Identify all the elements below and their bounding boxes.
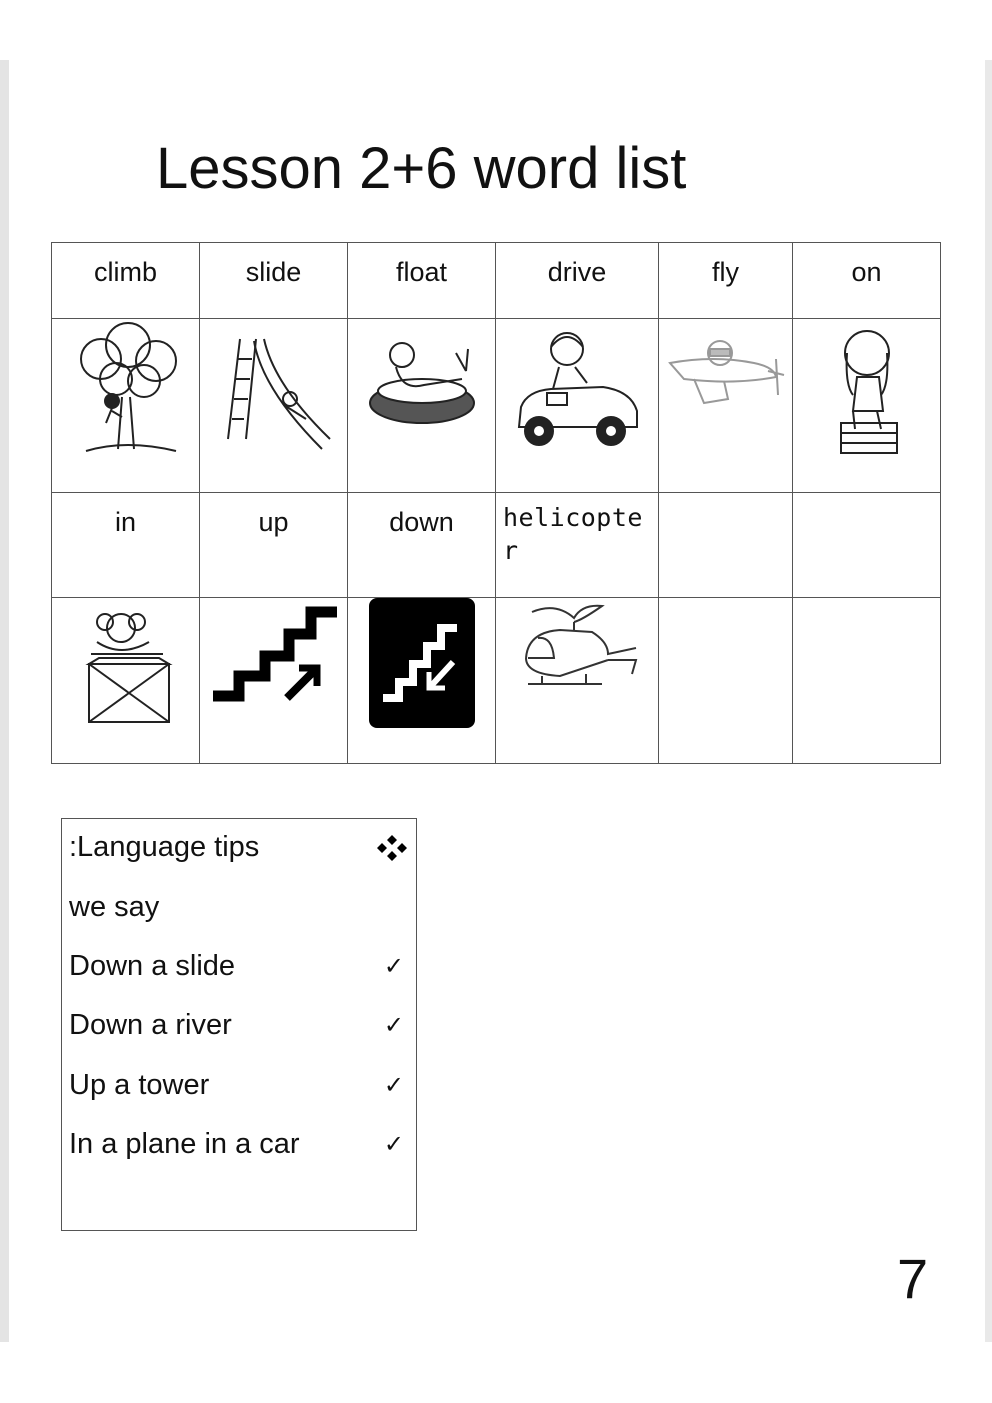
car-driving-picture	[507, 319, 647, 459]
word-row-1	[52, 243, 941, 319]
page-number: 7	[897, 1247, 929, 1310]
word-drive: drive	[547, 257, 607, 287]
helicopter-picture	[512, 598, 642, 698]
word-cell	[496, 493, 659, 598]
picture-cell	[200, 598, 348, 764]
word-cell	[659, 243, 793, 319]
tip-item: Up a tower	[69, 1069, 210, 1101]
word-cell	[496, 243, 659, 319]
floating-picture	[362, 319, 482, 439]
page-edge-right	[985, 60, 992, 1342]
word-cell	[348, 493, 496, 598]
picture-cell	[496, 319, 659, 493]
word-cell-empty	[659, 493, 793, 598]
picture-cell	[52, 319, 200, 493]
airplane-picture	[664, 319, 788, 429]
language-tips-heading: :Language tips	[69, 831, 260, 863]
picture-cell	[52, 598, 200, 764]
jack-in-the-box-picture	[71, 598, 181, 728]
word-cell	[52, 493, 200, 598]
word-helicopter: helicopter	[503, 503, 643, 565]
picture-cell-empty	[659, 598, 793, 764]
picture-cell	[793, 319, 941, 493]
picture-cell-empty	[793, 598, 941, 764]
word-list-table	[51, 242, 941, 764]
tip-item: In a plane in a car	[69, 1128, 300, 1160]
language-tips-intro: we say	[69, 891, 160, 923]
stairs-up-icon	[209, 598, 339, 708]
word-climb: climb	[93, 257, 157, 287]
picture-row-1	[52, 319, 941, 493]
picture-cell	[496, 598, 659, 764]
word-fly: fly	[712, 257, 739, 287]
page-edge-left	[0, 60, 9, 1342]
word-cell	[793, 243, 941, 319]
check-mark-icon: ✓	[383, 1131, 404, 1158]
word-cell	[200, 243, 348, 319]
check-mark-icon: ✓	[383, 1072, 404, 1099]
word-cell-empty	[793, 493, 941, 598]
slide-picture	[214, 319, 334, 459]
picture-cell	[348, 319, 496, 493]
tip-item: Down a slide	[69, 950, 236, 982]
language-tips-box	[61, 818, 417, 1231]
picture-cell	[659, 319, 793, 493]
picture-row-2	[52, 598, 941, 764]
word-cell	[52, 243, 200, 319]
four-diamonds-bullet-icon	[376, 833, 408, 863]
tree-climbing-picture	[66, 319, 186, 459]
word-on: on	[851, 257, 882, 287]
tip-item: Down a river	[69, 1009, 232, 1041]
word-cell	[200, 493, 348, 598]
word-up: up	[258, 507, 289, 537]
page-title: Lesson 2+6 word list	[156, 136, 687, 201]
word-cell	[348, 243, 496, 319]
word-slide: slide	[245, 257, 302, 287]
picture-cell	[348, 598, 496, 764]
picture-cell	[200, 319, 348, 493]
stairs-down-icon	[369, 598, 475, 728]
word-in: in	[114, 507, 136, 537]
check-mark-icon: ✓	[383, 1012, 404, 1039]
girl-sitting-picture	[817, 319, 917, 459]
check-mark-icon: ✓	[383, 953, 404, 980]
word-row-2	[52, 493, 941, 598]
word-float: float	[395, 257, 448, 287]
word-down: down	[389, 507, 454, 537]
